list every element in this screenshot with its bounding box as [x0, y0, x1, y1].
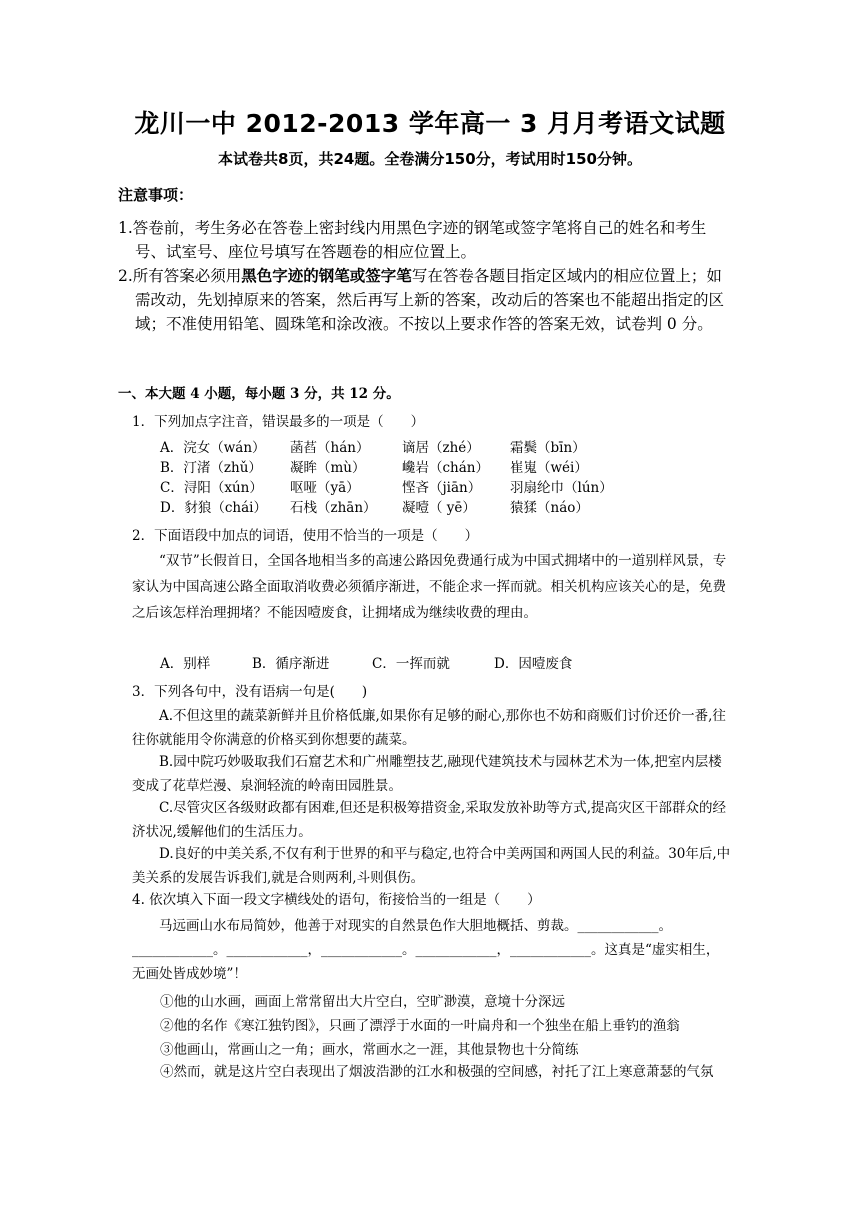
q1-stem: 1．下列加点字注音，错误最多的一项是（ ）: [132, 414, 425, 430]
notice-item-2-text: [118, 264, 736, 336]
q1-option-cell: 霜鬓（bīn）: [510, 440, 586, 456]
q2-option: C．一挥而就: [372, 656, 450, 672]
q4-choice: ①他的山水画，画面上常常留出大片空白，空旷渺漠，意境十分深远: [160, 994, 565, 1010]
q4-blank: ____________: [226, 942, 308, 958]
q3-stem: 3．下列各句中，没有语病一句是( ): [132, 684, 368, 700]
q4-blank: ____________: [321, 942, 402, 958]
q1-option-cell: 崔嵬（wéi）: [510, 460, 588, 476]
q1-option-cell: 悭吝（jiān）: [402, 480, 482, 496]
q1-option-cell: 菡萏（hán）: [290, 440, 370, 456]
q1-option-cell: 凝眸（mù）: [290, 460, 366, 476]
q3-option-d: D.良好的中美关系,不仅有利于世界的和平与稳定,也符合中美两国和两国人民的利益。30年后,中美关系的发展告诉我们,就是合则两利,斗则俱伤。: [132, 846, 731, 886]
section-1-heading: 一、本大题 4 小题，每小题 3 分，共 12 分。: [118, 386, 400, 402]
notice-item-1: [118, 216, 736, 264]
q3-option-a: A.不但这里的蔬菜新鲜并且价格低廉,如果你有足够的耐心,那你也不妨和商贩们讨价还价一番,往往你就能用令你满意的价格买到你想要的蔬菜。: [132, 708, 726, 748]
q4-blank: ____________: [577, 918, 659, 934]
q1-option-cell: C．浔阳（xún）: [160, 480, 263, 496]
notice-heading: 注意事项：: [118, 186, 194, 204]
q1-option-cell: D．豺狼（chái）: [160, 500, 267, 516]
notice-item-1-text: 1.答卷前，考生务必在答卷上密封线内用黑色字迹的钢笔或签字笔将自己的姓名和考生号、试室号、座位号填写在答题卷的相应位置上。: [118, 219, 707, 261]
q2-option: A．别样: [160, 656, 211, 672]
q4-passage-a: 马远画山水布局简妙，他善于对现实的自然景色作大胆地概括、剪裁。: [159, 918, 578, 934]
q4-stem: 4. 依次填入下面一段文字横线处的语句，衔接恰当的一组是（ ）: [132, 892, 541, 908]
q4-passage-b: 。这真是“虚实相生，无画处皆成妙境”！: [132, 942, 720, 982]
notice-item-2: [118, 264, 736, 336]
q4-blank: ____________: [132, 942, 213, 958]
q3-option-b: B.园中院巧妙吸取我们石窟艺术和广州雕塑技艺,融现代建筑技术与园林艺术为一体,把室内层楼变成了花草烂漫、泉涧轻流的岭南田园胜景。: [132, 754, 722, 794]
q4-blank: ____________: [510, 942, 591, 958]
page-subtitle: 本试卷共8页，共24题。全卷满分150分，考试用时150分钟。: [218, 150, 642, 168]
q1-option-cell: 石栈（zhān）: [290, 500, 377, 516]
q1-option-cell: 巉岩（chán）: [402, 460, 489, 476]
notice-item-2-post: 写在答卷各题目指定区域内的相应位置上；如需改动，先划掉原来的答案，然后再写上新的答案，改动后的答案也不能超出指定的区域；不准使用铅笔、圆珠笔和涂改液。不按以上要求作答的答案无效，试卷判 0 分。: [135, 267, 725, 333]
notice-item-2-pre: 2.所有答案必须用: [118, 267, 242, 285]
q4-choice: ③他画山，常画山之一角；画水，常画水之一涯，其他景物也十分简练: [160, 1042, 579, 1058]
page-title: 龙川一中 2012-2013 学年高一 3 月月考语文试题: [134, 109, 726, 138]
q2-passage: “双节”长假首日，全国各地相当多的高速公路因免费通行成为中国式拥堵中的一道别样风景，专家认为中国高速公路全面取消收费必须循序渐进，不能企求一挥而就。相关机构应该关心的是，免费之后该怎样治理拥堵？不能因噎废食，让拥堵成为继续收费的理由。: [132, 553, 727, 621]
q1-option-cell: 猿猱（náo）: [510, 500, 589, 516]
q4-blank: ____________: [415, 942, 497, 958]
q1-option-cell: 羽扇纶巾（lún）: [510, 480, 613, 496]
q1-option-cell: B．汀渚（zhǔ）: [160, 460, 262, 476]
q1-option-cell: 呕哑（yā）: [290, 480, 360, 496]
q2-option: B．循序渐进: [252, 656, 330, 672]
q3-option-c: C.尽管灾区各级财政都有困难,但还是积极筹措资金,采取发放补助等方式,提高灾区干部群众的经济状况,缓解他们的生活压力。: [132, 800, 727, 840]
q4-passage: 马远画山水布局简妙，他善于对现实的自然景色作大胆地概括、剪裁。____________。____________。____________，____________。____________，____________。这真是“虚实相生，无画处皆成妙境”！: [132, 918, 720, 982]
q1-option-cell: 凝噎（ yē）: [402, 500, 476, 516]
q4-choice: ②他的名作《寒江独钓图》，只画了漂浮于水面的一叶扁舟和一个独坐在船上垂钓的渔翁: [160, 1018, 680, 1034]
q2-option: D．因噎废食: [494, 656, 573, 672]
q4-choice: ④然而，就是这片空白表现出了烟波浩渺的江水和极强的空间感，衬托了江上寒意萧瑟的气氛: [160, 1064, 714, 1080]
q1-option-cell: A．浣女（wán）: [160, 440, 266, 456]
q2-stem: 2．下面语段中加点的词语，使用不恰当的一项是（ ）: [132, 528, 479, 544]
q1-option-cell: 谪居（zhé）: [402, 440, 480, 456]
notice-item-2-bold: 黑色字迹的钢笔或签字笔: [241, 267, 412, 285]
